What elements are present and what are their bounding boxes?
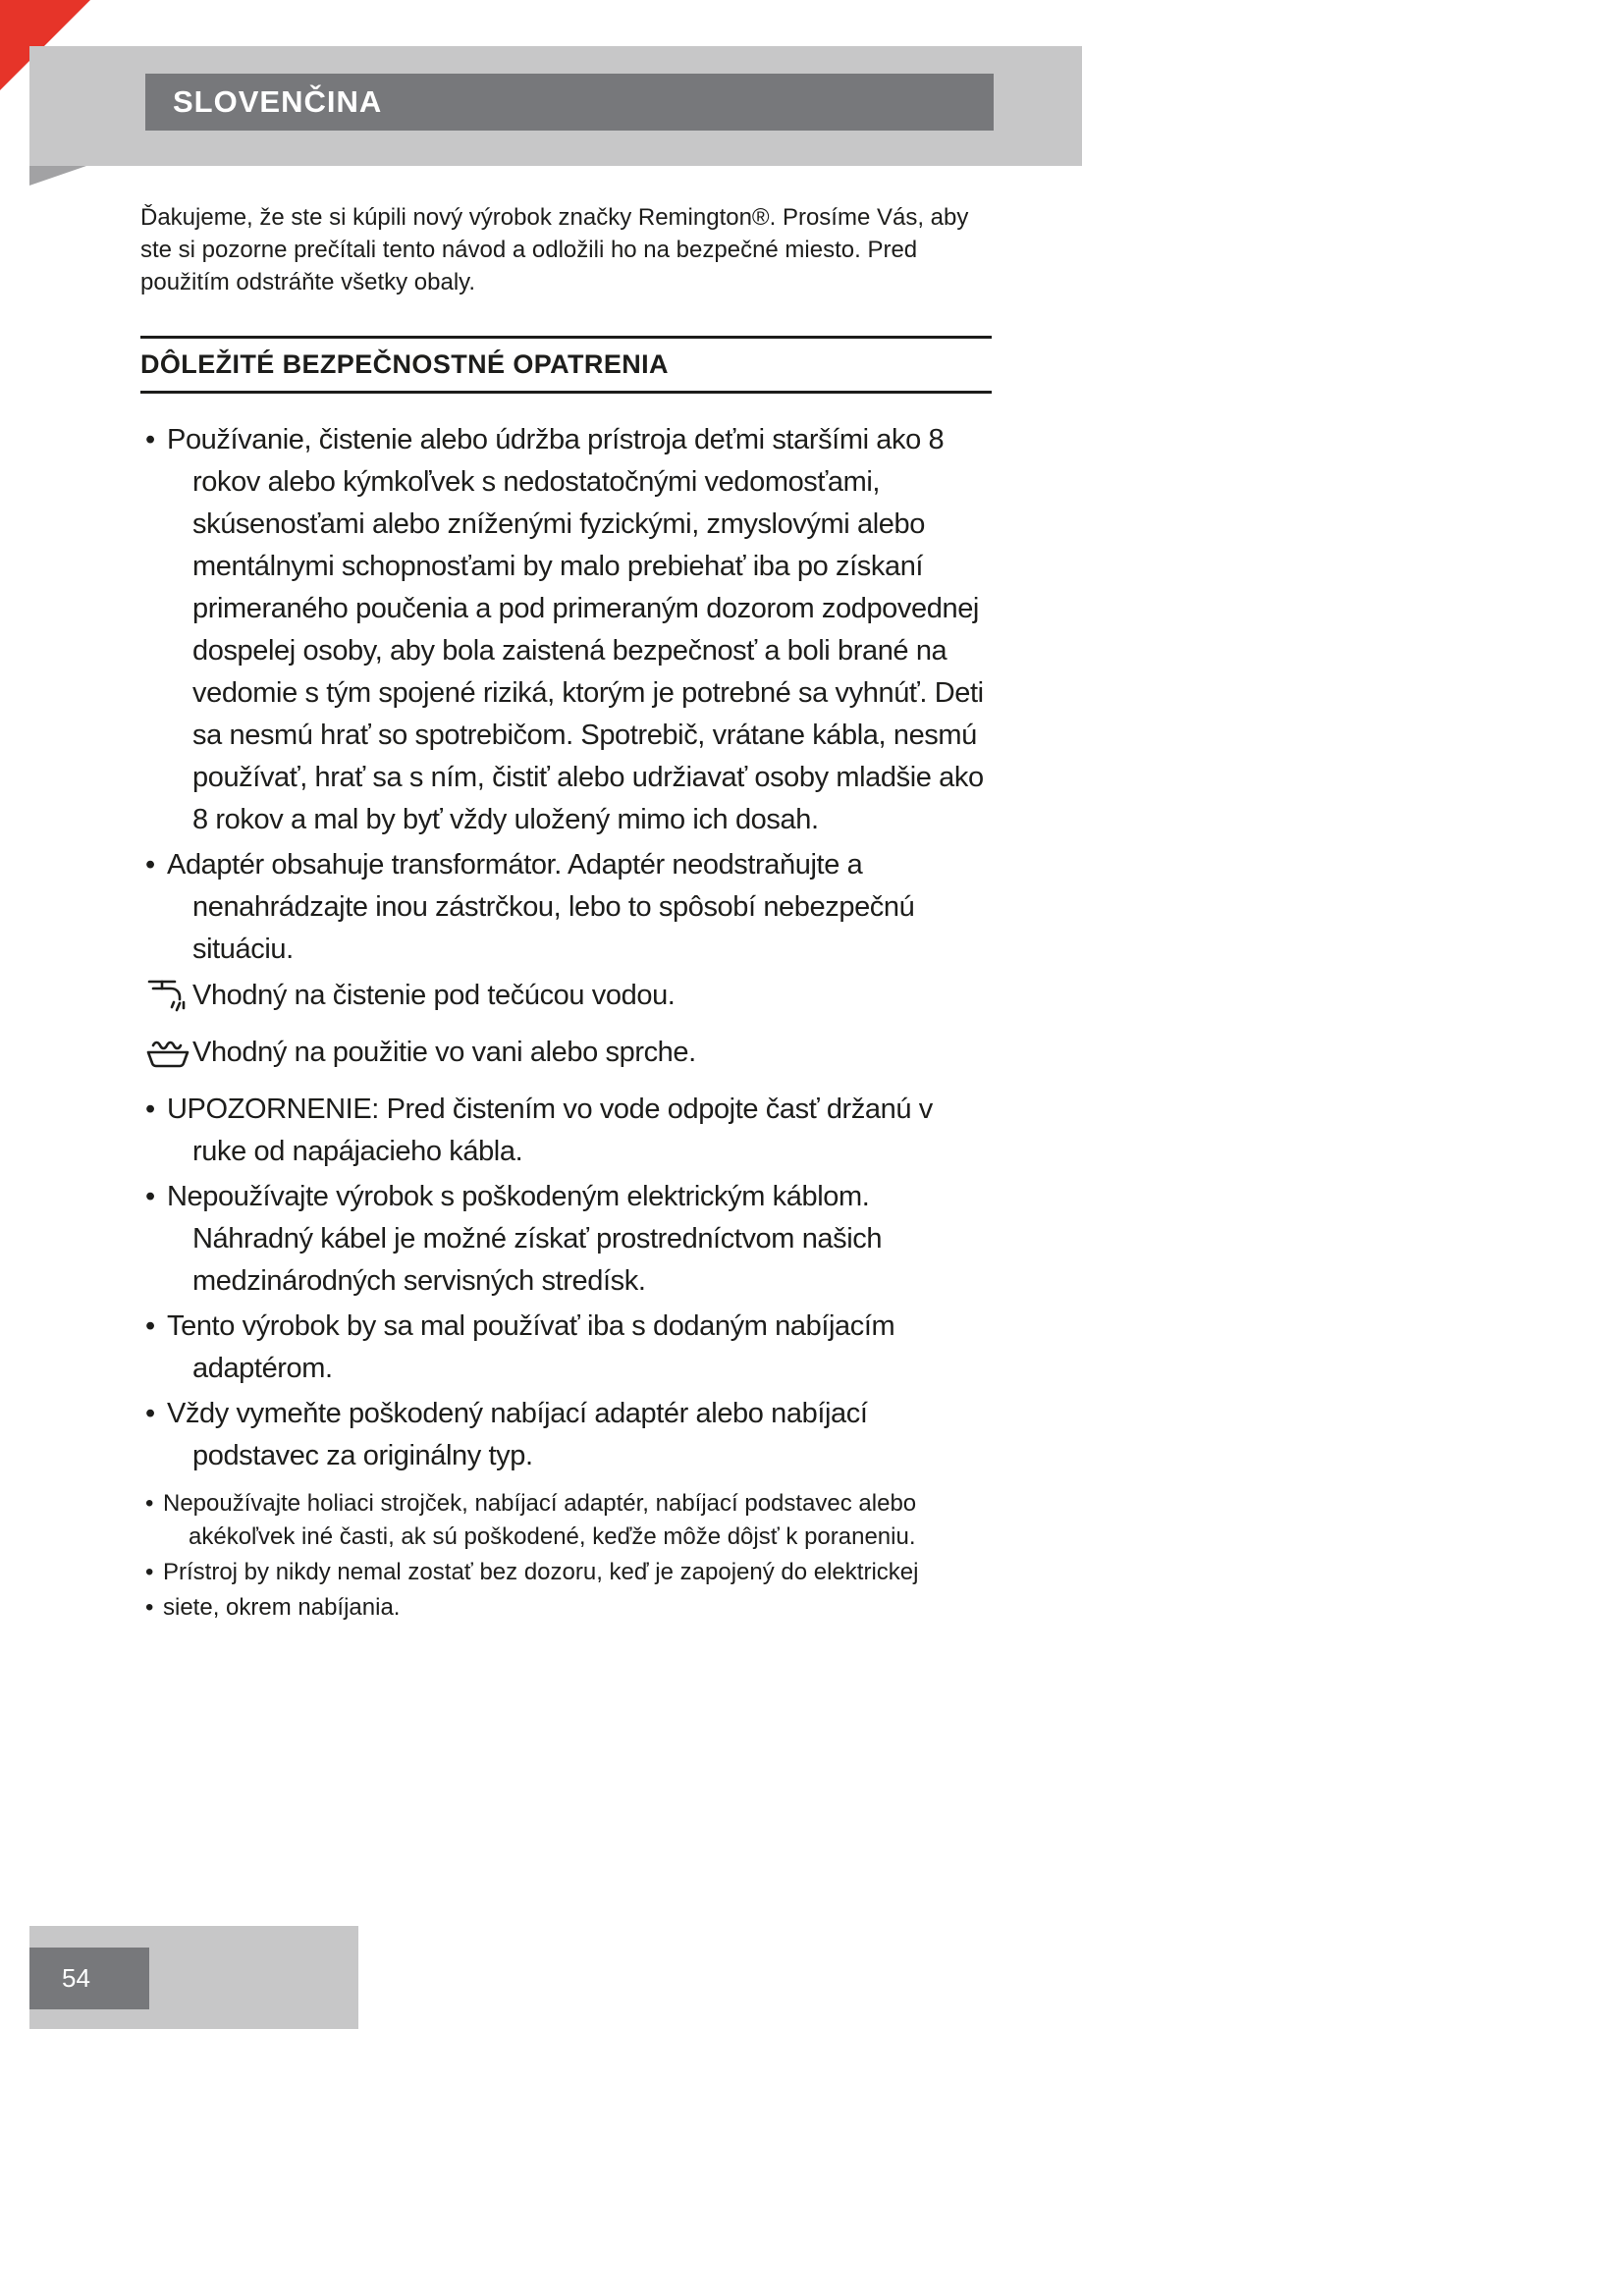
safety-item-supplied-adapter [140,1306,992,1390]
section-title: DÔLEŽITÉ BEZPEČNOSTNÉ OPATRENIA [140,349,669,379]
safety-item-text: Tento výrobok by sa mal používať iba s dodaným nabíjacím adaptérom. [167,1310,895,1384]
safety-item-text: Prístroj by nikdy nemal zostať bez dozoru, keď je zapojený do elektrickej [163,1559,919,1585]
safety-item-damaged-parts [140,1487,992,1554]
page-number-box [29,1948,149,2009]
safety-item-text: Nepoužívajte holiaci strojček, nabíjací adaptér, nabíjací podstavec alebo akékoľvek iné časti, ak sú poškodené, keďže môže dôjsť k poraneniu. [163,1490,917,1550]
safety-list [140,419,992,1625]
safety-item-text: Adaptér obsahuje transformátor. Adaptér neodstraňujte a nenahrádzajte inou zástrčkou, lebo to spôsobí nebezpečnú situáciu. [167,849,915,965]
bullet-marker: • [145,1181,155,1212]
section-rule-bottom [140,391,992,394]
safety-list-small [140,1487,992,1625]
bullet-marker: • [145,1594,154,1621]
safety-item-unattended [140,1556,992,1589]
bullet-marker: • [145,424,155,455]
language-title-bar [145,74,994,131]
page-title: SLOVENČINA [173,84,383,119]
page-number: 54 [62,1963,90,1993]
safety-item-tap-cleaning [140,974,992,1026]
bullet-marker: • [145,1490,154,1517]
bath-icon [145,1033,192,1083]
intro-paragraph: Ďakujeme, že ste si kúpili nový výrobok značky Remington®. Prosíme Vás, aby ste si pozorne prečítali tento návod a odložili ho na bezpečné miesto. Pred použitím odstráňte všetky obaly. [140,204,969,295]
safety-item-adapter-transformer [140,844,992,971]
bullet-marker: • [145,1398,155,1429]
bullet-marker: • [145,1559,154,1585]
section-rule-top [140,336,992,339]
safety-item-children [140,419,992,841]
safety-item-text: Nepoužívajte výrobok s poškodeným elektrickým káblom. Náhradný kábel je možné získať prostredníctvom našich medzinárodných servisných stredísk. [167,1181,883,1297]
bullet-marker: • [145,1310,155,1342]
safety-item-text: Používanie, čistenie alebo údržba prístroja deťmi staršími ako 8 rokov alebo kýmkoľvek s nedostatočnými vedomosťami, skúsenosťami alebo zníženými fyzickými, zmyslovými alebo mentálnymi schopnosťami by malo prebiehať iba po získaní primeraného poučenia a pod primeraným dozorom zodpovednej dospelej osoby, aby bola zaistená bezpečnosť a boli brané na vedomie s tým spojené riziká, ktorým je potrebné sa vyhnúť. Deti sa nesmú hrať so spotrebičom. Spotrebič, vrátane kábla, nesmú používať, hrať sa s ním, čistiť alebo udržiavať osoby mladšie ako 8 rokov a mal by byť vždy uložený mimo ich dosah. [167,424,984,835]
safety-item-text: Vždy vymeňte poškodený nabíjací adaptér alebo nabíjací podstavec za originálny typ. [167,1398,868,1471]
safety-item-bath-use [140,1032,992,1083]
safety-item-text: UPOZORNENIE: Pred čistením vo vode odpojte časť držanú v ruke od napájacieho kábla. [167,1094,933,1167]
safety-item-mains-charging [140,1591,992,1625]
safety-item-damaged-cable [140,1176,992,1303]
bullet-marker: • [145,849,155,881]
bullet-marker: • [145,1094,155,1125]
tap-icon [145,974,192,1026]
safety-item-text: Vhodný na čistenie pod tečúcou vodou. [192,980,676,1011]
safety-item-text: Vhodný na použitie vo vani alebo sprche. [192,1037,696,1068]
safety-item-replace-original [140,1393,992,1477]
content-area [140,201,992,1627]
header-fold-shadow [29,166,86,186]
safety-item-text: siete, okrem nabíjania. [163,1594,401,1621]
safety-item-warning-unplug [140,1089,992,1173]
